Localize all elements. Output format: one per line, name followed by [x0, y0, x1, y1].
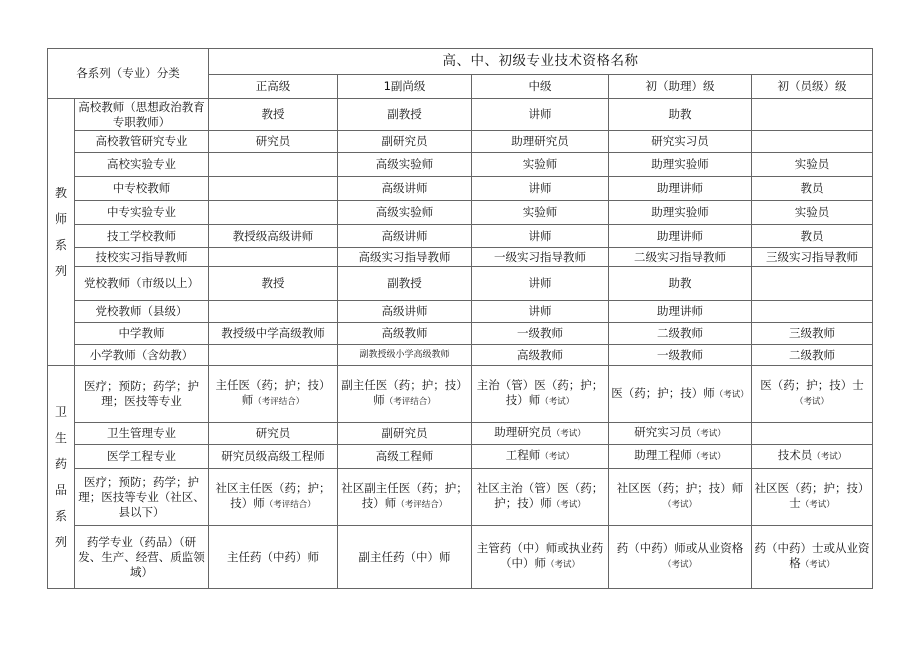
table-cell: [338, 423, 472, 445]
table-cell: 实验师: [472, 153, 609, 177]
table-cell: 实验员: [752, 153, 873, 177]
table-cell: 高级讲师: [338, 225, 472, 248]
table-cell: [209, 153, 338, 177]
row-name: 医疗；预防；药学；护理；医技等专业: [75, 366, 209, 423]
row-name: 医学工程专业: [75, 445, 209, 469]
category-char: 系: [54, 509, 67, 523]
table-cell: 助教: [609, 99, 752, 131]
table-cell: 教授: [209, 267, 338, 301]
category-char: 药: [54, 457, 67, 471]
table-row: [48, 423, 873, 445]
table-cell: 副教授级小学高级教师: [338, 345, 472, 366]
table-cell: [209, 526, 338, 589]
row-name: 技工学校教师: [75, 225, 209, 248]
table-row: [48, 323, 873, 345]
row-name: 党校教师（市级以上）: [75, 267, 209, 301]
cell-title: 主管药（中）师或执业药（中）师: [476, 541, 604, 570]
table-cell: [209, 301, 338, 323]
table-cell: 一级教师: [472, 323, 609, 345]
table-cell: [338, 366, 472, 423]
category-char: 生: [54, 431, 67, 445]
cell-title: 研究实习员: [634, 425, 692, 439]
cell-title: 高级工程师: [375, 449, 434, 463]
table-cell: 教员: [752, 177, 873, 201]
cell-title: 副主任药（中）师: [358, 549, 451, 564]
cell-title: 社区医（药；护；技）师: [616, 481, 744, 495]
table-cell: 高级实习指导教师: [338, 248, 472, 267]
table-row: [48, 99, 873, 131]
level-header: 初（助理）级: [609, 75, 752, 99]
cell-title: 社区主治（管）医（药；护；技）师: [476, 481, 604, 510]
table-cell: 讲师: [472, 267, 609, 301]
table-cell: 二级教师: [752, 345, 873, 366]
table-cell: 助教: [609, 267, 752, 301]
row-name: 卫生管理专业: [75, 423, 209, 445]
table-cell: [209, 366, 338, 423]
cell-note: （考试）: [545, 560, 580, 570]
cell-note: （考试）: [540, 397, 575, 407]
table-row: [48, 225, 873, 248]
cell-title: 医（药；护；技）士: [760, 378, 864, 392]
table-cell: [752, 267, 873, 301]
cell-title: 研究员级高级工程师: [221, 449, 325, 463]
table-cell: [338, 445, 472, 469]
table-cell: [209, 423, 338, 445]
table-cell: [209, 201, 338, 225]
table-cell: 高级教师: [338, 323, 472, 345]
table-cell: [609, 423, 752, 445]
table-cell: [472, 526, 609, 589]
row-name: 高校教师（思想政治教育专职教师）: [75, 99, 209, 131]
table-cell: 助理实验师: [609, 201, 752, 225]
table-cell: 实验员: [752, 201, 873, 225]
table-row: [48, 248, 873, 267]
cell-note: （考试）: [794, 397, 829, 407]
table-cell: [609, 445, 752, 469]
table-cell: 教授级高级讲师: [209, 225, 338, 248]
cell-title: 技术员: [777, 448, 813, 462]
cell-note: （考评结合）: [396, 500, 448, 510]
table-cell: [338, 469, 472, 526]
row-name: 高校实验专业: [75, 153, 209, 177]
table-cell: [472, 423, 609, 445]
table-cell: [338, 526, 472, 589]
table-cell: [209, 345, 338, 366]
table-cell: 高级教师: [472, 345, 609, 366]
cell-note: （考评结合）: [264, 500, 316, 510]
table-cell: 教员: [752, 225, 873, 248]
table-cell: 研究实习员: [609, 131, 752, 153]
table-cell: 研究员: [209, 131, 338, 153]
cell-title: 副主任医（药；护；技）师: [341, 378, 468, 407]
table-cell: 二级教师: [609, 323, 752, 345]
table-cell: [209, 248, 338, 267]
table-cell: 助理讲师: [609, 225, 752, 248]
table-cell: [609, 366, 752, 423]
table-cell: [752, 423, 873, 445]
table-cell: [752, 301, 873, 323]
row-name: 小学教师（含幼教）: [75, 345, 209, 366]
table-cell: [752, 366, 873, 423]
level-header: 初（员级）级: [752, 75, 873, 99]
table-row: [48, 469, 873, 526]
cell-note: （考试）: [691, 452, 726, 462]
table-cell: 副教授: [338, 99, 472, 131]
cell-note: （考试）: [691, 429, 726, 439]
table-cell: [609, 469, 752, 526]
table-cell: 高级讲师: [338, 177, 472, 201]
table-cell: [752, 99, 873, 131]
table-row: [48, 301, 873, 323]
level-header: 中级: [472, 75, 609, 99]
table-row: [48, 526, 873, 589]
category-char: 师: [54, 212, 67, 226]
cell-title: 药（中药）士或从业资格: [754, 541, 870, 570]
table-row: [48, 366, 873, 423]
table-cell: [472, 445, 609, 469]
cell-title: 社区主任医（药；护；技）师: [215, 481, 331, 510]
cell-title: 药（中药）师或从业资格: [616, 541, 744, 555]
qualification-table: [47, 48, 873, 589]
table-cell: [472, 469, 609, 526]
category-char: 卫: [54, 405, 67, 419]
row-name: 技校实习指导教师: [75, 248, 209, 267]
table-cell: 助理实验师: [609, 153, 752, 177]
table-cell: 讲师: [472, 99, 609, 131]
table-cell: 实验师: [472, 201, 609, 225]
category-header: 各系列（专业）分类: [48, 49, 209, 99]
category-char: 教: [54, 186, 67, 200]
table-row: [48, 201, 873, 225]
cell-title: 副研究员: [381, 426, 428, 440]
cell-title: 工程师: [505, 448, 541, 462]
category-char: 品: [54, 483, 67, 497]
table-cell: 高级讲师: [338, 301, 472, 323]
cell-title: 主任药（中药）师: [227, 549, 319, 564]
table-cell: 三级教师: [752, 323, 873, 345]
table-cell: 助理讲师: [609, 301, 752, 323]
category-char: 列: [54, 264, 67, 278]
cell-title: 医（药；护；技）师: [611, 385, 715, 400]
table-cell: 助理讲师: [609, 177, 752, 201]
table-cell: [472, 366, 609, 423]
cell-title: 社区医（药；护；技）士: [754, 481, 870, 510]
table-cell: 助理研究员: [472, 131, 609, 153]
cell-note: （考试）: [800, 560, 835, 570]
table-cell: [209, 445, 338, 469]
level-header: 1副尚级: [338, 75, 472, 99]
cell-title: 社区副主任医（药；护；技）师: [341, 481, 468, 510]
table-cell: [209, 177, 338, 201]
cell-note: （考试）: [714, 389, 749, 400]
row-name: 药学专业（药品）（研发、生产、经营、质监领域）: [75, 526, 209, 589]
table-cell: 副教授: [338, 267, 472, 301]
table-cell: 高级实验师: [338, 201, 472, 225]
table-row: [48, 177, 873, 201]
table-cell: 教授: [209, 99, 338, 131]
category-char: 列: [54, 535, 67, 549]
table-cell: [752, 445, 873, 469]
table-cell: 副研究员: [338, 131, 472, 153]
table-row: [48, 445, 873, 469]
row-name: 中专实验专业: [75, 201, 209, 225]
table-row: [48, 153, 873, 177]
cell-title: 助理工程师: [634, 448, 692, 462]
cell-title: 助理研究员: [494, 425, 552, 439]
table-row: [48, 267, 873, 301]
table-cell: [609, 526, 752, 589]
table-cell: 讲师: [472, 225, 609, 248]
cell-note: （考试）: [551, 500, 586, 510]
row-name: 高校教管研究专业: [75, 131, 209, 153]
row-name: 中专校教师: [75, 177, 209, 201]
cell-note: （考试）: [800, 500, 835, 510]
cell-note: （考试）: [812, 452, 847, 462]
cell-note: （考试）: [662, 500, 697, 510]
health-category-label: [48, 366, 75, 589]
cell-title: 研究员: [255, 426, 291, 440]
table-cell: [209, 469, 338, 526]
cell-note: （考评结合）: [384, 397, 436, 407]
category-char: 系: [54, 238, 67, 252]
table-cell: 三级实习指导教师: [752, 248, 873, 267]
cell-note: （考试）: [551, 429, 586, 439]
table-cell: 教授级中学高级教师: [209, 323, 338, 345]
table-cell: 一级实习指导教师: [472, 248, 609, 267]
cell-note: （考评结合）: [253, 397, 305, 407]
table-cell: 高级实验师: [338, 153, 472, 177]
cell-title: 主任医（药；护；技）师: [215, 378, 331, 407]
cell-title: 主治（管）医（药；护；技）师: [476, 378, 604, 407]
table-cell: 二级实习指导教师: [609, 248, 752, 267]
cell-note: （考试）: [540, 452, 575, 462]
table-row: [48, 345, 873, 366]
table-cell: 讲师: [472, 177, 609, 201]
cell-note: （考试）: [662, 560, 697, 570]
table-cell: [752, 131, 873, 153]
row-name: 党校教师（县级）: [75, 301, 209, 323]
table-row: [48, 131, 873, 153]
table-cell: [752, 526, 873, 589]
row-name: 中学教师: [75, 323, 209, 345]
table-cell: [752, 469, 873, 526]
table-cell: 一级教师: [609, 345, 752, 366]
main-title: 高、中、初级专业技术资格名称: [209, 49, 873, 75]
teacher-category-label: [48, 99, 75, 366]
level-header: 正高级: [209, 75, 338, 99]
table-cell: 讲师: [472, 301, 609, 323]
row-name: 医疗；预防；药学；护理；医技等专业（社区、县以下）: [75, 469, 209, 526]
